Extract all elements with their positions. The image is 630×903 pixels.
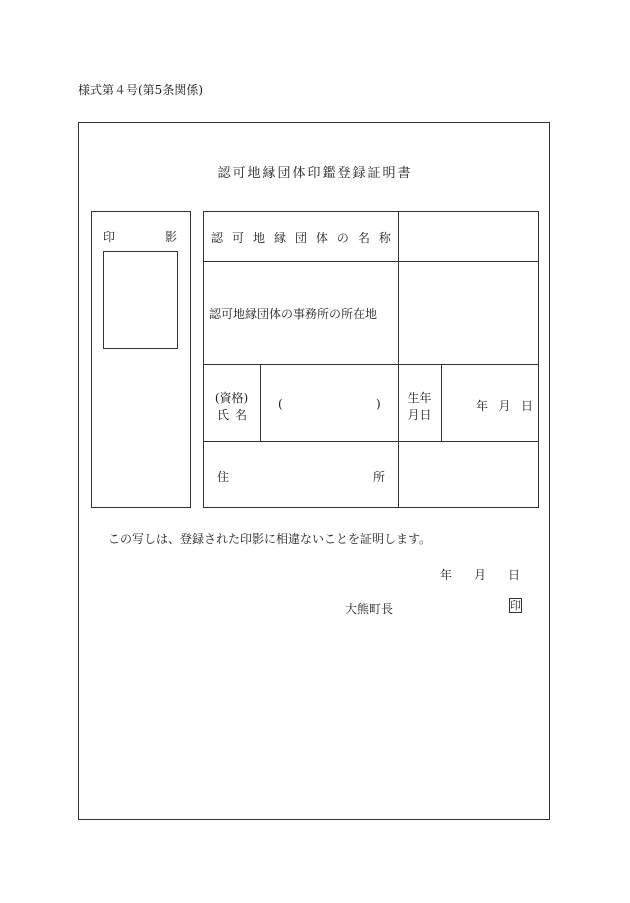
issuer-name: 大熊町長 [345,602,394,616]
form-number: 様式第４号(第5条関係) [78,83,203,97]
org-name-char: の [336,231,349,245]
org-name-char: 名 [357,231,370,245]
table-rule [441,364,442,441]
certification-statement: この写しは、登録された印影に相違ないことを証明します。 [108,532,432,546]
org-name-char: 認 [211,231,224,245]
qualification-label: (資格) [214,391,249,405]
name-label [217,406,247,423]
org-name-label [211,229,391,246]
birth-year-unit: 年 [476,399,489,413]
issue-date [440,566,520,583]
seal-label-char-2: 影 [164,230,177,244]
address-label [217,468,385,485]
issuer-seal-mark: 印 [510,599,521,612]
birth-label-line-2: 月日 [407,408,432,422]
paren-open: ( [278,397,283,411]
org-name-char: 縁 [273,231,286,245]
birth-day-unit: 日 [520,399,533,413]
name-label-char: 氏 [217,408,230,422]
table-rule [203,441,539,442]
document-title: 認可地縁団体印鑑登録証明書 [217,166,413,181]
issue-day-unit: 日 [507,568,520,582]
issue-month-unit: 月 [473,568,486,582]
table-rule [203,261,539,262]
paren-close: ) [376,397,381,411]
seal-impression-frame [103,251,178,349]
address-label-char: 所 [372,470,385,484]
table-rule [398,211,399,508]
org-name-char: 団 [294,231,307,245]
birth-month-unit: 月 [498,399,511,413]
org-name-char: 地 [252,231,265,245]
seal-label-char-1: 印 [103,230,116,244]
info-table [203,211,539,508]
name-label-char: 名 [234,408,247,422]
office-address-label: 認可地縁団体の事務所の所在地 [209,307,378,321]
issue-year-unit: 年 [440,568,453,582]
org-name-char: 称 [378,231,391,245]
table-rule [203,364,539,365]
birth-label-line-1: 生年 [407,391,432,405]
address-label-char: 住 [217,470,230,484]
birth-date-units [476,397,533,414]
org-name-char: 体 [315,231,328,245]
table-rule [260,364,261,441]
seal-impression-label [103,228,177,245]
org-name-char: 可 [231,231,244,245]
